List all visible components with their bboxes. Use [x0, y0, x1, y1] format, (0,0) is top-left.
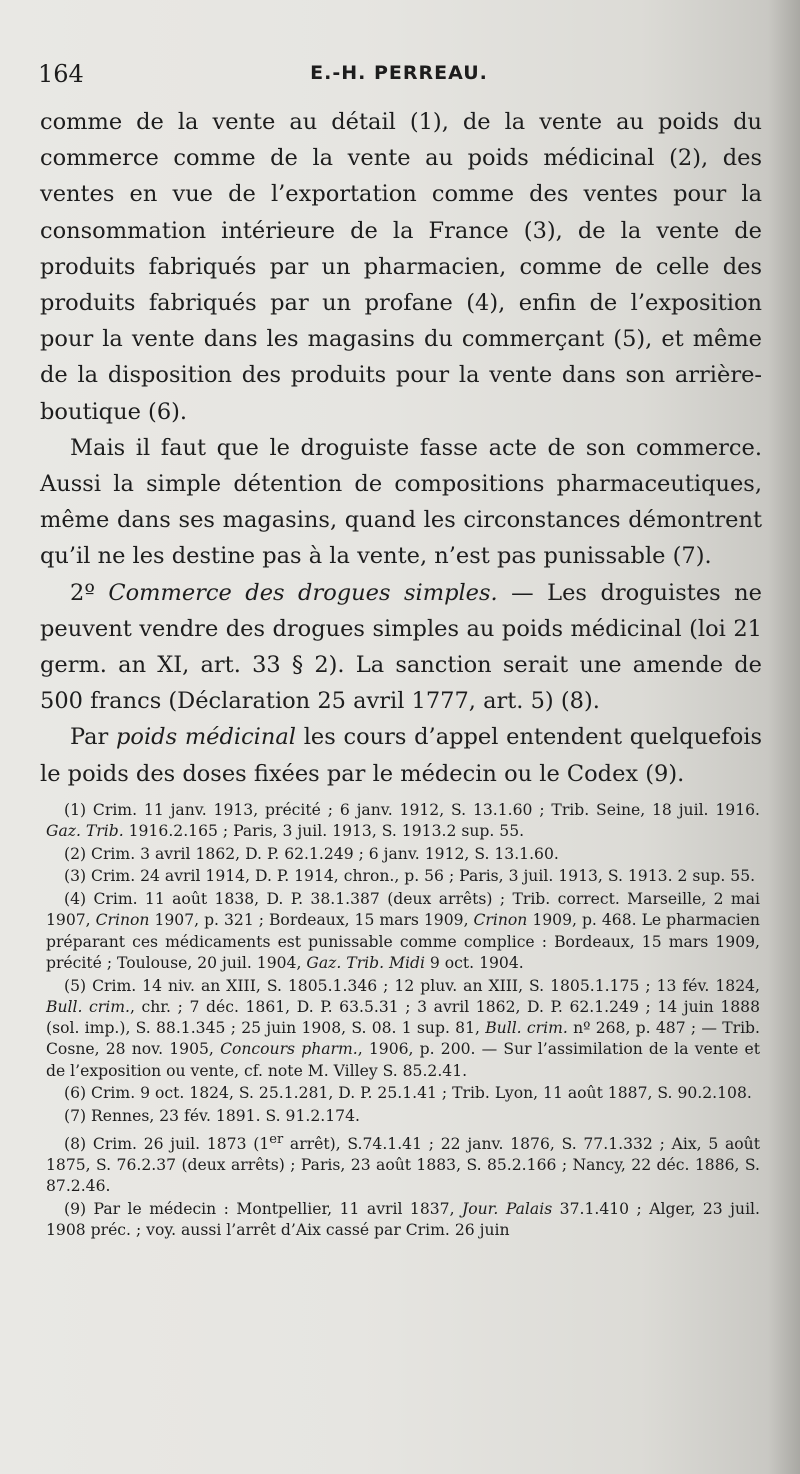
footnote-8	[46, 1129, 760, 1198]
section-number: 2º	[70, 579, 109, 606]
section-heading: Commerce des drogues simples.	[108, 579, 498, 606]
footnote-text: (9) Par le médecin : Montpellier, 11 avril 1837,	[64, 1199, 462, 1218]
journal-title: Bull. crim.	[485, 1019, 568, 1038]
footnote-text: , chr. ; 7 déc. 1861, D. P. 63.5.31 ; 3 avril 1862, D. P. 62.1.249 ; 14 juin 1888 (sol. imp.), S. 88.1.345 ; 25 juin 1908, S. 08. 1 sup. 81,	[46, 997, 761, 1038]
journal-title: Concours pharm.	[220, 1040, 358, 1059]
footnote-7: (7) Rennes, 23 fév. 1891. S. 91.2.174.	[64, 1106, 360, 1125]
paragraph-continuation: comme de la vente au détail (1), de la vente au poids du commerce comme de la vente au poids médicinal (2), des ventes en vue de l’exportation comme des ventes pour la consommation intérieure de la France (3), de la vente de produits fabriqués par un pharmacien, comme de celle des produits fabriqués par un profane (4), enfin de l’exposition pour la vente dans les magasins du commerçant (5), et même de la disposition des produits pour la vente dans son arrière-boutique (6).	[40, 109, 762, 425]
paragraph-lead: Par	[70, 724, 117, 751]
footnote-text: 1907, p. 321 ; Bordeaux, 15 mars 1909,	[149, 911, 474, 930]
footnote-9	[46, 1199, 760, 1242]
paragraph-commerce-drogues-simples	[40, 575, 762, 720]
footnote-6: (6) Crim. 9 oct. 1824, S. 25.1.281, D. P. 25.1.41 ; Trib. Lyon, 11 août 1887, S. 90.2.108.	[64, 1084, 752, 1103]
footnote-3: (3) Crim. 24 avril 1914, D. P. 1914, chron., p. 56 ; Paris, 3 juil. 1913, S. 1913. 2 sup. 55.	[64, 867, 756, 886]
journal-title: Crinon	[95, 911, 150, 930]
page-number: 164	[38, 60, 84, 88]
footnote-text: 37.1.410 ; Alger, 23 juil. 1908 préc. ; voy. aussi l’arrêt d’Aix cassé par Crim. 26 juin	[46, 1199, 760, 1240]
main-text	[40, 104, 762, 792]
footnote-text: 1909, p. 468. Le pharmacien préparant ces médicaments est punissable comme complice : Bordeaux, 15 mars 1909, précité ; Toulouse, 20 juil. 1904,	[46, 911, 760, 972]
footnotes	[46, 800, 760, 1242]
page-header	[38, 60, 760, 94]
footnote-text: (5) Crim. 14 niv. an XIII, S. 1805.1.346 ; 12 pluv. an XIII, S. 1805.1.175 ; 13 fév. 1824,	[64, 976, 760, 995]
footnote-text: (8) Crim. 26 juil. 1873 (1	[64, 1134, 270, 1153]
paragraph-droguiste: Mais il faut que le droguiste fasse acte de son commerce. Aussi la simple détention de compositions pharmaceutiques, même dans ses magasins, quand les circonstances démontrent qu’il ne les destine pas à la vente, n’est pas punissable (7).	[40, 434, 762, 570]
footnote-5	[46, 976, 760, 1082]
footnote-text: (4) Crim. 11 août 1838, D. P. 38.1.387 (deux arrêts) ; Trib. correct. Marseille, 2 mai 1907,	[46, 890, 760, 930]
journal-title: Gaz. Trib.	[46, 822, 124, 841]
footnote-4	[46, 889, 760, 974]
emphasized-term: poids médicinal	[116, 724, 296, 751]
superscript: er	[269, 1131, 284, 1147]
footnote-1	[46, 800, 760, 843]
footnote-text: 1916.2.165 ; Paris, 3 juil. 1913, S. 1913.2 sup. 55.	[123, 822, 525, 841]
footnote-text: nº 268, p. 487 ; — Trib. Cosne, 28 nov. 1905,	[46, 1019, 761, 1059]
journal-title: Gaz. Trib. Midi	[306, 953, 425, 972]
footnote-text: arrêt), S.74.1.41 ; 22 janv. 1876, S. 77.1.332 ; Aix, 5 août 1875, S. 76.2.37 (deux arrêts) ; Paris, 23 août 1883, S. 85.2.166 ; Nancy, 22 déc. 1886, S. 87.2.46.	[46, 1134, 760, 1196]
journal-title: Bull. crim.	[46, 997, 130, 1016]
paragraph-text: les cours d’appel entendent quelquefois le poids des doses fixées par le médecin ou le Codex (9).	[40, 724, 762, 787]
journal-title: Jour. Palais	[462, 1199, 553, 1218]
journal-title: Crinon	[473, 911, 528, 930]
footnote-text: , 1906, p. 200. — Sur l’assimilation de la vente et de l’exposition ou vente, cf. note M. Villey S. 85.2.41.	[46, 1040, 760, 1080]
footnote-text: 9 oct. 1904.	[424, 953, 524, 972]
running-head: E.-H. PERREAU.	[310, 62, 488, 84]
footnote-2: (2) Crim. 3 avril 1862, D. P. 62.1.249 ; 6 janv. 1912, S. 13.1.60.	[64, 844, 559, 863]
paragraph-poids-medicinal	[40, 719, 762, 791]
footnote-text: (1) Crim. 11 janv. 1913, précité ; 6 janv. 1912, S. 13.1.60 ; Trib. Seine, 18 juil. 1916.	[64, 801, 760, 819]
section-text: — Les droguistes ne peuvent vendre des drogues simples au poids médicinal (loi 21 germ. an XI, art. 33 § 2). La sanction serait une amende de 500 francs (Déclaration 25 avril 1777, art. 5) (8).	[40, 579, 762, 715]
